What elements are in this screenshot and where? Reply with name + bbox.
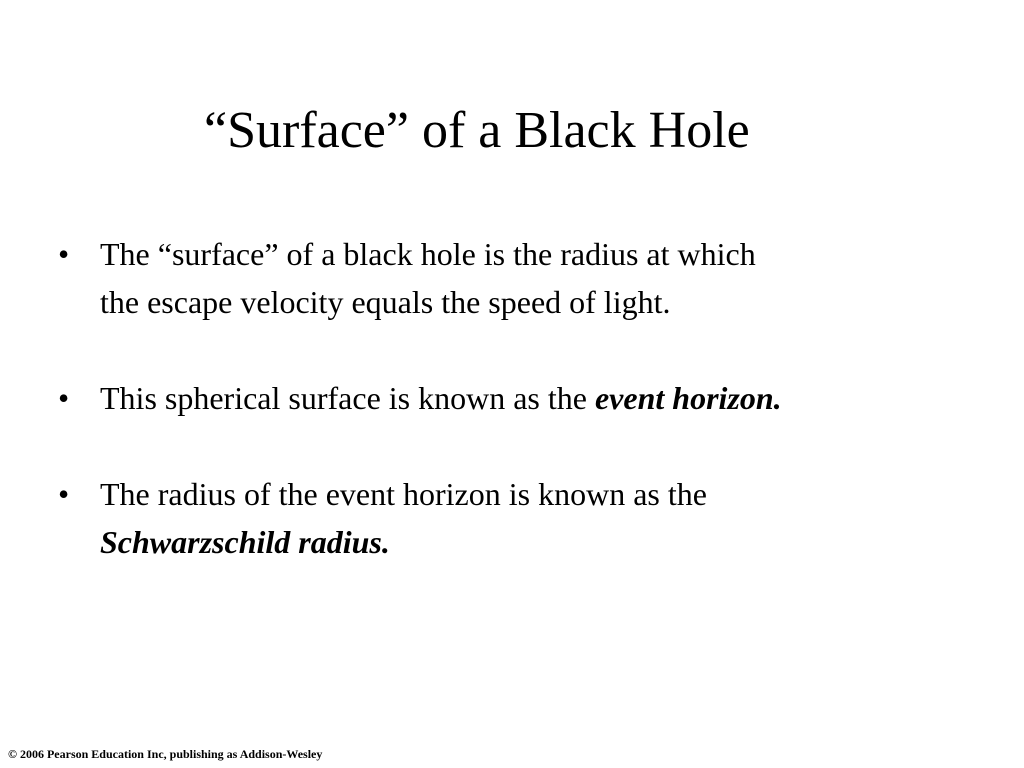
slide-title: “Surface” of a Black Hole xyxy=(204,102,750,159)
schwarzschild-radius-term: Schwarzschild radius xyxy=(100,524,382,560)
bullet-text-line: The “surface” of a black hole is the radius at which xyxy=(100,236,756,272)
bullet-item xyxy=(58,470,988,566)
copyright-footer: © 2006 Pearson Education Inc, publishing as Addison-Wesley xyxy=(8,747,323,761)
bullet-period: . xyxy=(381,524,390,560)
bullet-icon: • xyxy=(58,236,70,272)
bullet-text: This spherical surface is known as the xyxy=(100,380,595,416)
bullet-icon: • xyxy=(58,380,70,416)
bullet-text-line: The radius of the event horizon is known as the xyxy=(100,476,707,512)
bullet-text-line: the escape velocity equals the speed of light. xyxy=(100,284,671,320)
event-horizon-term: event horizon. xyxy=(594,380,782,416)
bullet-item xyxy=(58,230,988,326)
bullet-list xyxy=(58,230,988,566)
bullet-icon: • xyxy=(58,476,70,512)
bullet-item xyxy=(58,374,988,422)
